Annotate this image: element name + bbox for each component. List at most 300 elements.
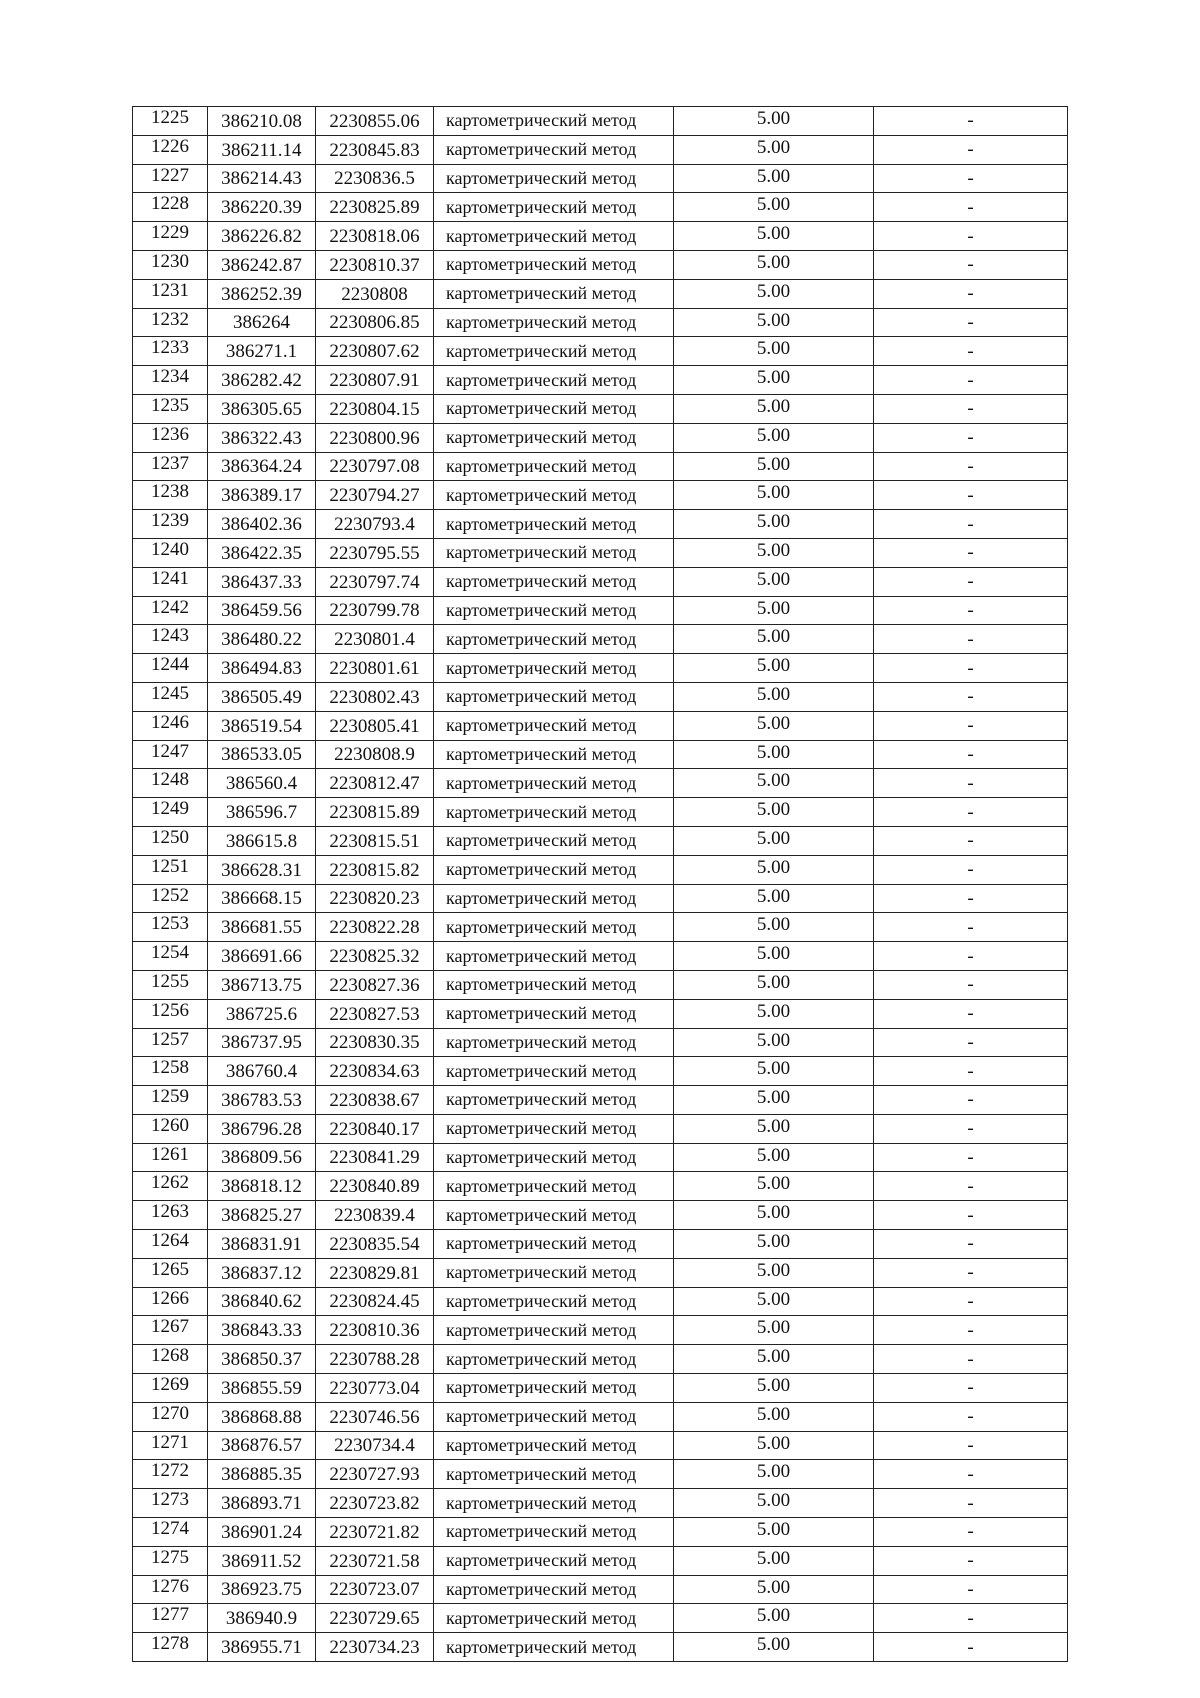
- method-cell: картометрический метод: [434, 798, 674, 827]
- point-number-cell: 1234: [133, 366, 208, 395]
- description-cell: -: [874, 1230, 1068, 1259]
- x-coordinate-cell: 386389.17: [208, 481, 316, 510]
- point-number-cell: 1232: [133, 308, 208, 337]
- accuracy-cell: 5.00: [674, 970, 874, 999]
- y-coordinate-cell: 2230810.36: [316, 1316, 434, 1345]
- description-cell: -: [874, 452, 1068, 481]
- description-cell: -: [874, 1402, 1068, 1431]
- method-cell: картометрический метод: [434, 769, 674, 798]
- x-coordinate-cell: 386282.42: [208, 366, 316, 395]
- table-row: [133, 1316, 1068, 1345]
- description-cell: -: [874, 279, 1068, 308]
- table-row: [133, 1057, 1068, 1086]
- description-cell: -: [874, 625, 1068, 654]
- x-coordinate-cell: 386505.49: [208, 682, 316, 711]
- accuracy-cell: 5.00: [674, 1546, 874, 1575]
- description-cell: -: [874, 1057, 1068, 1086]
- description-cell: -: [874, 1086, 1068, 1115]
- y-coordinate-cell: 2230835.54: [316, 1230, 434, 1259]
- x-coordinate-cell: 386628.31: [208, 855, 316, 884]
- y-coordinate-cell: 2230808: [316, 279, 434, 308]
- description-cell: -: [874, 250, 1068, 279]
- point-number-cell: 1258: [133, 1057, 208, 1086]
- method-cell: картометрический метод: [434, 1460, 674, 1489]
- table-row: [133, 510, 1068, 539]
- description-cell: -: [874, 538, 1068, 567]
- point-number-cell: 1250: [133, 826, 208, 855]
- method-cell: картометрический метод: [434, 1575, 674, 1604]
- accuracy-cell: 5.00: [674, 1287, 874, 1316]
- y-coordinate-cell: 2230855.06: [316, 107, 434, 136]
- method-cell: картометрический метод: [434, 654, 674, 683]
- description-cell: -: [874, 999, 1068, 1028]
- x-coordinate-cell: 386713.75: [208, 970, 316, 999]
- method-cell: картометрический метод: [434, 222, 674, 251]
- description-cell: -: [874, 654, 1068, 683]
- method-cell: картометрический метод: [434, 1201, 674, 1230]
- y-coordinate-cell: 2230723.07: [316, 1575, 434, 1604]
- method-cell: картометрический метод: [434, 711, 674, 740]
- accuracy-cell: 5.00: [674, 1345, 874, 1374]
- y-coordinate-cell: 2230804.15: [316, 394, 434, 423]
- point-number-cell: 1254: [133, 942, 208, 971]
- y-coordinate-cell: 2230830.35: [316, 1028, 434, 1057]
- x-coordinate-cell: 386783.53: [208, 1086, 316, 1115]
- table-row: [133, 884, 1068, 913]
- y-coordinate-cell: 2230839.4: [316, 1201, 434, 1230]
- accuracy-cell: 5.00: [674, 366, 874, 395]
- accuracy-cell: 5.00: [674, 1575, 874, 1604]
- y-coordinate-cell: 2230824.45: [316, 1287, 434, 1316]
- accuracy-cell: 5.00: [674, 1489, 874, 1518]
- method-cell: картометрический метод: [434, 1402, 674, 1431]
- y-coordinate-cell: 2230797.74: [316, 567, 434, 596]
- description-cell: -: [874, 135, 1068, 164]
- y-coordinate-cell: 2230807.62: [316, 337, 434, 366]
- y-coordinate-cell: 2230827.36: [316, 970, 434, 999]
- y-coordinate-cell: 2230800.96: [316, 423, 434, 452]
- point-number-cell: 1256: [133, 999, 208, 1028]
- x-coordinate-cell: 386322.43: [208, 423, 316, 452]
- y-coordinate-cell: 2230801.61: [316, 654, 434, 683]
- point-number-cell: 1275: [133, 1546, 208, 1575]
- table-row: [133, 1143, 1068, 1172]
- point-number-cell: 1237: [133, 452, 208, 481]
- x-coordinate-cell: 386940.9: [208, 1604, 316, 1633]
- table-row: [133, 481, 1068, 510]
- x-coordinate-cell: 386560.4: [208, 769, 316, 798]
- description-cell: -: [874, 855, 1068, 884]
- accuracy-cell: 5.00: [674, 308, 874, 337]
- method-cell: картометрический метод: [434, 596, 674, 625]
- accuracy-cell: 5.00: [674, 855, 874, 884]
- y-coordinate-cell: 2230797.08: [316, 452, 434, 481]
- y-coordinate-cell: 2230825.89: [316, 193, 434, 222]
- x-coordinate-cell: 386402.36: [208, 510, 316, 539]
- y-coordinate-cell: 2230788.28: [316, 1345, 434, 1374]
- y-coordinate-cell: 2230794.27: [316, 481, 434, 510]
- y-coordinate-cell: 2230840.89: [316, 1172, 434, 1201]
- method-cell: картометрический метод: [434, 423, 674, 452]
- accuracy-cell: 5.00: [674, 279, 874, 308]
- table-row: [133, 826, 1068, 855]
- description-cell: -: [874, 769, 1068, 798]
- accuracy-cell: 5.00: [674, 682, 874, 711]
- table-row: [133, 654, 1068, 683]
- point-number-cell: 1260: [133, 1114, 208, 1143]
- x-coordinate-cell: 386923.75: [208, 1575, 316, 1604]
- accuracy-cell: 5.00: [674, 423, 874, 452]
- y-coordinate-cell: 2230807.91: [316, 366, 434, 395]
- point-number-cell: 1243: [133, 625, 208, 654]
- description-cell: -: [874, 1287, 1068, 1316]
- method-cell: картометрический метод: [434, 164, 674, 193]
- method-cell: картометрический метод: [434, 337, 674, 366]
- description-cell: -: [874, 193, 1068, 222]
- accuracy-cell: 5.00: [674, 1172, 874, 1201]
- x-coordinate-cell: 386459.56: [208, 596, 316, 625]
- table-row: [133, 1374, 1068, 1403]
- y-coordinate-cell: 2230810.37: [316, 250, 434, 279]
- description-cell: -: [874, 1345, 1068, 1374]
- accuracy-cell: 5.00: [674, 798, 874, 827]
- method-cell: картометрический метод: [434, 1431, 674, 1460]
- accuracy-cell: 5.00: [674, 596, 874, 625]
- accuracy-cell: 5.00: [674, 1201, 874, 1230]
- accuracy-cell: 5.00: [674, 1057, 874, 1086]
- description-cell: -: [874, 1431, 1068, 1460]
- table-row: [133, 625, 1068, 654]
- description-cell: -: [874, 1258, 1068, 1287]
- point-number-cell: 1271: [133, 1431, 208, 1460]
- point-number-cell: 1228: [133, 193, 208, 222]
- method-cell: картометрический метод: [434, 1028, 674, 1057]
- description-cell: -: [874, 1633, 1068, 1662]
- point-number-cell: 1239: [133, 510, 208, 539]
- x-coordinate-cell: 386760.4: [208, 1057, 316, 1086]
- table-row: [133, 193, 1068, 222]
- description-cell: -: [874, 884, 1068, 913]
- y-coordinate-cell: 2230795.55: [316, 538, 434, 567]
- point-number-cell: 1253: [133, 913, 208, 942]
- accuracy-cell: 5.00: [674, 1230, 874, 1259]
- point-number-cell: 1266: [133, 1287, 208, 1316]
- point-number-cell: 1251: [133, 855, 208, 884]
- table-row: [133, 740, 1068, 769]
- y-coordinate-cell: 2230734.4: [316, 1431, 434, 1460]
- x-coordinate-cell: 386615.8: [208, 826, 316, 855]
- method-cell: картометрический метод: [434, 1114, 674, 1143]
- y-coordinate-cell: 2230822.28: [316, 913, 434, 942]
- table-row: [133, 1345, 1068, 1374]
- point-number-cell: 1225: [133, 107, 208, 136]
- accuracy-cell: 5.00: [674, 1114, 874, 1143]
- y-coordinate-cell: 2230841.29: [316, 1143, 434, 1172]
- accuracy-cell: 5.00: [674, 250, 874, 279]
- point-number-cell: 1247: [133, 740, 208, 769]
- table-row: [133, 1402, 1068, 1431]
- y-coordinate-cell: 2230793.4: [316, 510, 434, 539]
- x-coordinate-cell: 386681.55: [208, 913, 316, 942]
- method-cell: картометрический метод: [434, 1604, 674, 1633]
- y-coordinate-cell: 2230838.67: [316, 1086, 434, 1115]
- point-number-cell: 1270: [133, 1402, 208, 1431]
- method-cell: картометрический метод: [434, 1316, 674, 1345]
- description-cell: -: [874, 1575, 1068, 1604]
- y-coordinate-cell: 2230815.51: [316, 826, 434, 855]
- accuracy-cell: 5.00: [674, 164, 874, 193]
- point-number-cell: 1276: [133, 1575, 208, 1604]
- table-row: [133, 337, 1068, 366]
- accuracy-cell: 5.00: [674, 654, 874, 683]
- point-number-cell: 1278: [133, 1633, 208, 1662]
- x-coordinate-cell: 386480.22: [208, 625, 316, 654]
- description-cell: -: [874, 366, 1068, 395]
- accuracy-cell: 5.00: [674, 769, 874, 798]
- accuracy-cell: 5.00: [674, 1086, 874, 1115]
- accuracy-cell: 5.00: [674, 510, 874, 539]
- x-coordinate-cell: 386901.24: [208, 1518, 316, 1547]
- point-number-cell: 1229: [133, 222, 208, 251]
- table-row: [133, 1604, 1068, 1633]
- x-coordinate-cell: 386211.14: [208, 135, 316, 164]
- method-cell: картометрический метод: [434, 567, 674, 596]
- point-number-cell: 1277: [133, 1604, 208, 1633]
- table-row: [133, 1460, 1068, 1489]
- description-cell: -: [874, 164, 1068, 193]
- method-cell: картометрический метод: [434, 942, 674, 971]
- point-number-cell: 1246: [133, 711, 208, 740]
- y-coordinate-cell: 2230746.56: [316, 1402, 434, 1431]
- accuracy-cell: 5.00: [674, 107, 874, 136]
- point-number-cell: 1252: [133, 884, 208, 913]
- y-coordinate-cell: 2230723.82: [316, 1489, 434, 1518]
- point-number-cell: 1274: [133, 1518, 208, 1547]
- table-row: [133, 423, 1068, 452]
- y-coordinate-cell: 2230808.9: [316, 740, 434, 769]
- method-cell: картометрический метод: [434, 1143, 674, 1172]
- method-cell: картометрический метод: [434, 394, 674, 423]
- accuracy-cell: 5.00: [674, 135, 874, 164]
- description-cell: -: [874, 1460, 1068, 1489]
- y-coordinate-cell: 2230721.58: [316, 1546, 434, 1575]
- description-cell: -: [874, 1546, 1068, 1575]
- description-cell: -: [874, 337, 1068, 366]
- method-cell: картометрический метод: [434, 1086, 674, 1115]
- x-coordinate-cell: 386796.28: [208, 1114, 316, 1143]
- method-cell: картометрический метод: [434, 510, 674, 539]
- accuracy-cell: 5.00: [674, 711, 874, 740]
- x-coordinate-cell: 386214.43: [208, 164, 316, 193]
- y-coordinate-cell: 2230727.93: [316, 1460, 434, 1489]
- y-coordinate-cell: 2230773.04: [316, 1374, 434, 1403]
- table-row: [133, 1489, 1068, 1518]
- x-coordinate-cell: 386809.56: [208, 1143, 316, 1172]
- description-cell: -: [874, 596, 1068, 625]
- table-row: [133, 1287, 1068, 1316]
- table-row: [133, 567, 1068, 596]
- table-row: [133, 1258, 1068, 1287]
- point-number-cell: 1273: [133, 1489, 208, 1518]
- method-cell: картометрический метод: [434, 740, 674, 769]
- point-number-cell: 1255: [133, 970, 208, 999]
- point-number-cell: 1259: [133, 1086, 208, 1115]
- accuracy-cell: 5.00: [674, 1633, 874, 1662]
- table-row: [133, 1172, 1068, 1201]
- point-number-cell: 1235: [133, 394, 208, 423]
- table-row: [133, 308, 1068, 337]
- y-coordinate-cell: 2230845.83: [316, 135, 434, 164]
- method-cell: картометрический метод: [434, 279, 674, 308]
- method-cell: картометрический метод: [434, 1057, 674, 1086]
- x-coordinate-cell: 386242.87: [208, 250, 316, 279]
- method-cell: картометрический метод: [434, 1489, 674, 1518]
- x-coordinate-cell: 386855.59: [208, 1374, 316, 1403]
- x-coordinate-cell: 386264: [208, 308, 316, 337]
- y-coordinate-cell: 2230836.5: [316, 164, 434, 193]
- y-coordinate-cell: 2230812.47: [316, 769, 434, 798]
- method-cell: картометрический метод: [434, 135, 674, 164]
- table-row: [133, 1114, 1068, 1143]
- y-coordinate-cell: 2230820.23: [316, 884, 434, 913]
- table-row: [133, 1230, 1068, 1259]
- table-row: [133, 1546, 1068, 1575]
- x-coordinate-cell: 386437.33: [208, 567, 316, 596]
- point-number-cell: 1238: [133, 481, 208, 510]
- description-cell: -: [874, 1028, 1068, 1057]
- coordinates-table: [132, 106, 1068, 1662]
- table-row: [133, 164, 1068, 193]
- point-number-cell: 1261: [133, 1143, 208, 1172]
- description-cell: -: [874, 423, 1068, 452]
- table-row: [133, 1201, 1068, 1230]
- coordinates-table-body: [133, 107, 1068, 1662]
- method-cell: картометрический метод: [434, 481, 674, 510]
- point-number-cell: 1268: [133, 1345, 208, 1374]
- x-coordinate-cell: 386818.12: [208, 1172, 316, 1201]
- x-coordinate-cell: 386220.39: [208, 193, 316, 222]
- description-cell: -: [874, 1604, 1068, 1633]
- table-row: [133, 135, 1068, 164]
- y-coordinate-cell: 2230829.81: [316, 1258, 434, 1287]
- accuracy-cell: 5.00: [674, 394, 874, 423]
- method-cell: картометрический метод: [434, 452, 674, 481]
- description-cell: -: [874, 711, 1068, 740]
- method-cell: картометрический метод: [434, 250, 674, 279]
- y-coordinate-cell: 2230827.53: [316, 999, 434, 1028]
- x-coordinate-cell: 386422.35: [208, 538, 316, 567]
- accuracy-cell: 5.00: [674, 193, 874, 222]
- x-coordinate-cell: 386825.27: [208, 1201, 316, 1230]
- description-cell: -: [874, 1518, 1068, 1547]
- point-number-cell: 1241: [133, 567, 208, 596]
- x-coordinate-cell: 386364.24: [208, 452, 316, 481]
- point-number-cell: 1242: [133, 596, 208, 625]
- description-cell: -: [874, 1374, 1068, 1403]
- method-cell: картометрический метод: [434, 970, 674, 999]
- accuracy-cell: 5.00: [674, 1518, 874, 1547]
- y-coordinate-cell: 2230834.63: [316, 1057, 434, 1086]
- x-coordinate-cell: 386533.05: [208, 740, 316, 769]
- accuracy-cell: 5.00: [674, 942, 874, 971]
- y-coordinate-cell: 2230840.17: [316, 1114, 434, 1143]
- accuracy-cell: 5.00: [674, 826, 874, 855]
- point-number-cell: 1245: [133, 682, 208, 711]
- x-coordinate-cell: 386843.33: [208, 1316, 316, 1345]
- x-coordinate-cell: 386840.62: [208, 1287, 316, 1316]
- y-coordinate-cell: 2230815.89: [316, 798, 434, 827]
- x-coordinate-cell: 386596.7: [208, 798, 316, 827]
- accuracy-cell: 5.00: [674, 1402, 874, 1431]
- y-coordinate-cell: 2230818.06: [316, 222, 434, 251]
- method-cell: картометрический метод: [434, 682, 674, 711]
- x-coordinate-cell: 386893.71: [208, 1489, 316, 1518]
- method-cell: картометрический метод: [434, 1518, 674, 1547]
- method-cell: картометрический метод: [434, 1258, 674, 1287]
- point-number-cell: 1267: [133, 1316, 208, 1345]
- x-coordinate-cell: 386885.35: [208, 1460, 316, 1489]
- point-number-cell: 1233: [133, 337, 208, 366]
- table-row: [133, 250, 1068, 279]
- x-coordinate-cell: 386831.91: [208, 1230, 316, 1259]
- table-row: [133, 798, 1068, 827]
- description-cell: -: [874, 798, 1068, 827]
- x-coordinate-cell: 386837.12: [208, 1258, 316, 1287]
- y-coordinate-cell: 2230799.78: [316, 596, 434, 625]
- description-cell: -: [874, 942, 1068, 971]
- method-cell: картометрический метод: [434, 1230, 674, 1259]
- method-cell: картометрический метод: [434, 855, 674, 884]
- point-number-cell: 1265: [133, 1258, 208, 1287]
- y-coordinate-cell: 2230806.85: [316, 308, 434, 337]
- point-number-cell: 1272: [133, 1460, 208, 1489]
- description-cell: -: [874, 682, 1068, 711]
- x-coordinate-cell: 386691.66: [208, 942, 316, 971]
- table-row: [133, 279, 1068, 308]
- table-row: [133, 1518, 1068, 1547]
- method-cell: картометрический метод: [434, 1633, 674, 1662]
- method-cell: картометрический метод: [434, 193, 674, 222]
- accuracy-cell: 5.00: [674, 913, 874, 942]
- accuracy-cell: 5.00: [674, 1316, 874, 1345]
- method-cell: картометрический метод: [434, 884, 674, 913]
- table-row: [133, 366, 1068, 395]
- y-coordinate-cell: 2230825.32: [316, 942, 434, 971]
- table-row: [133, 942, 1068, 971]
- method-cell: картометрический метод: [434, 999, 674, 1028]
- accuracy-cell: 5.00: [674, 452, 874, 481]
- point-number-cell: 1248: [133, 769, 208, 798]
- method-cell: картометрический метод: [434, 1345, 674, 1374]
- method-cell: картометрический метод: [434, 1546, 674, 1575]
- x-coordinate-cell: 386494.83: [208, 654, 316, 683]
- x-coordinate-cell: 386210.08: [208, 107, 316, 136]
- accuracy-cell: 5.00: [674, 999, 874, 1028]
- table-row: [133, 970, 1068, 999]
- description-cell: -: [874, 222, 1068, 251]
- point-number-cell: 1236: [133, 423, 208, 452]
- description-cell: -: [874, 970, 1068, 999]
- accuracy-cell: 5.00: [674, 740, 874, 769]
- accuracy-cell: 5.00: [674, 337, 874, 366]
- x-coordinate-cell: 386668.15: [208, 884, 316, 913]
- y-coordinate-cell: 2230805.41: [316, 711, 434, 740]
- point-number-cell: 1226: [133, 135, 208, 164]
- point-number-cell: 1244: [133, 654, 208, 683]
- accuracy-cell: 5.00: [674, 1028, 874, 1057]
- accuracy-cell: 5.00: [674, 222, 874, 251]
- method-cell: картометрический метод: [434, 1374, 674, 1403]
